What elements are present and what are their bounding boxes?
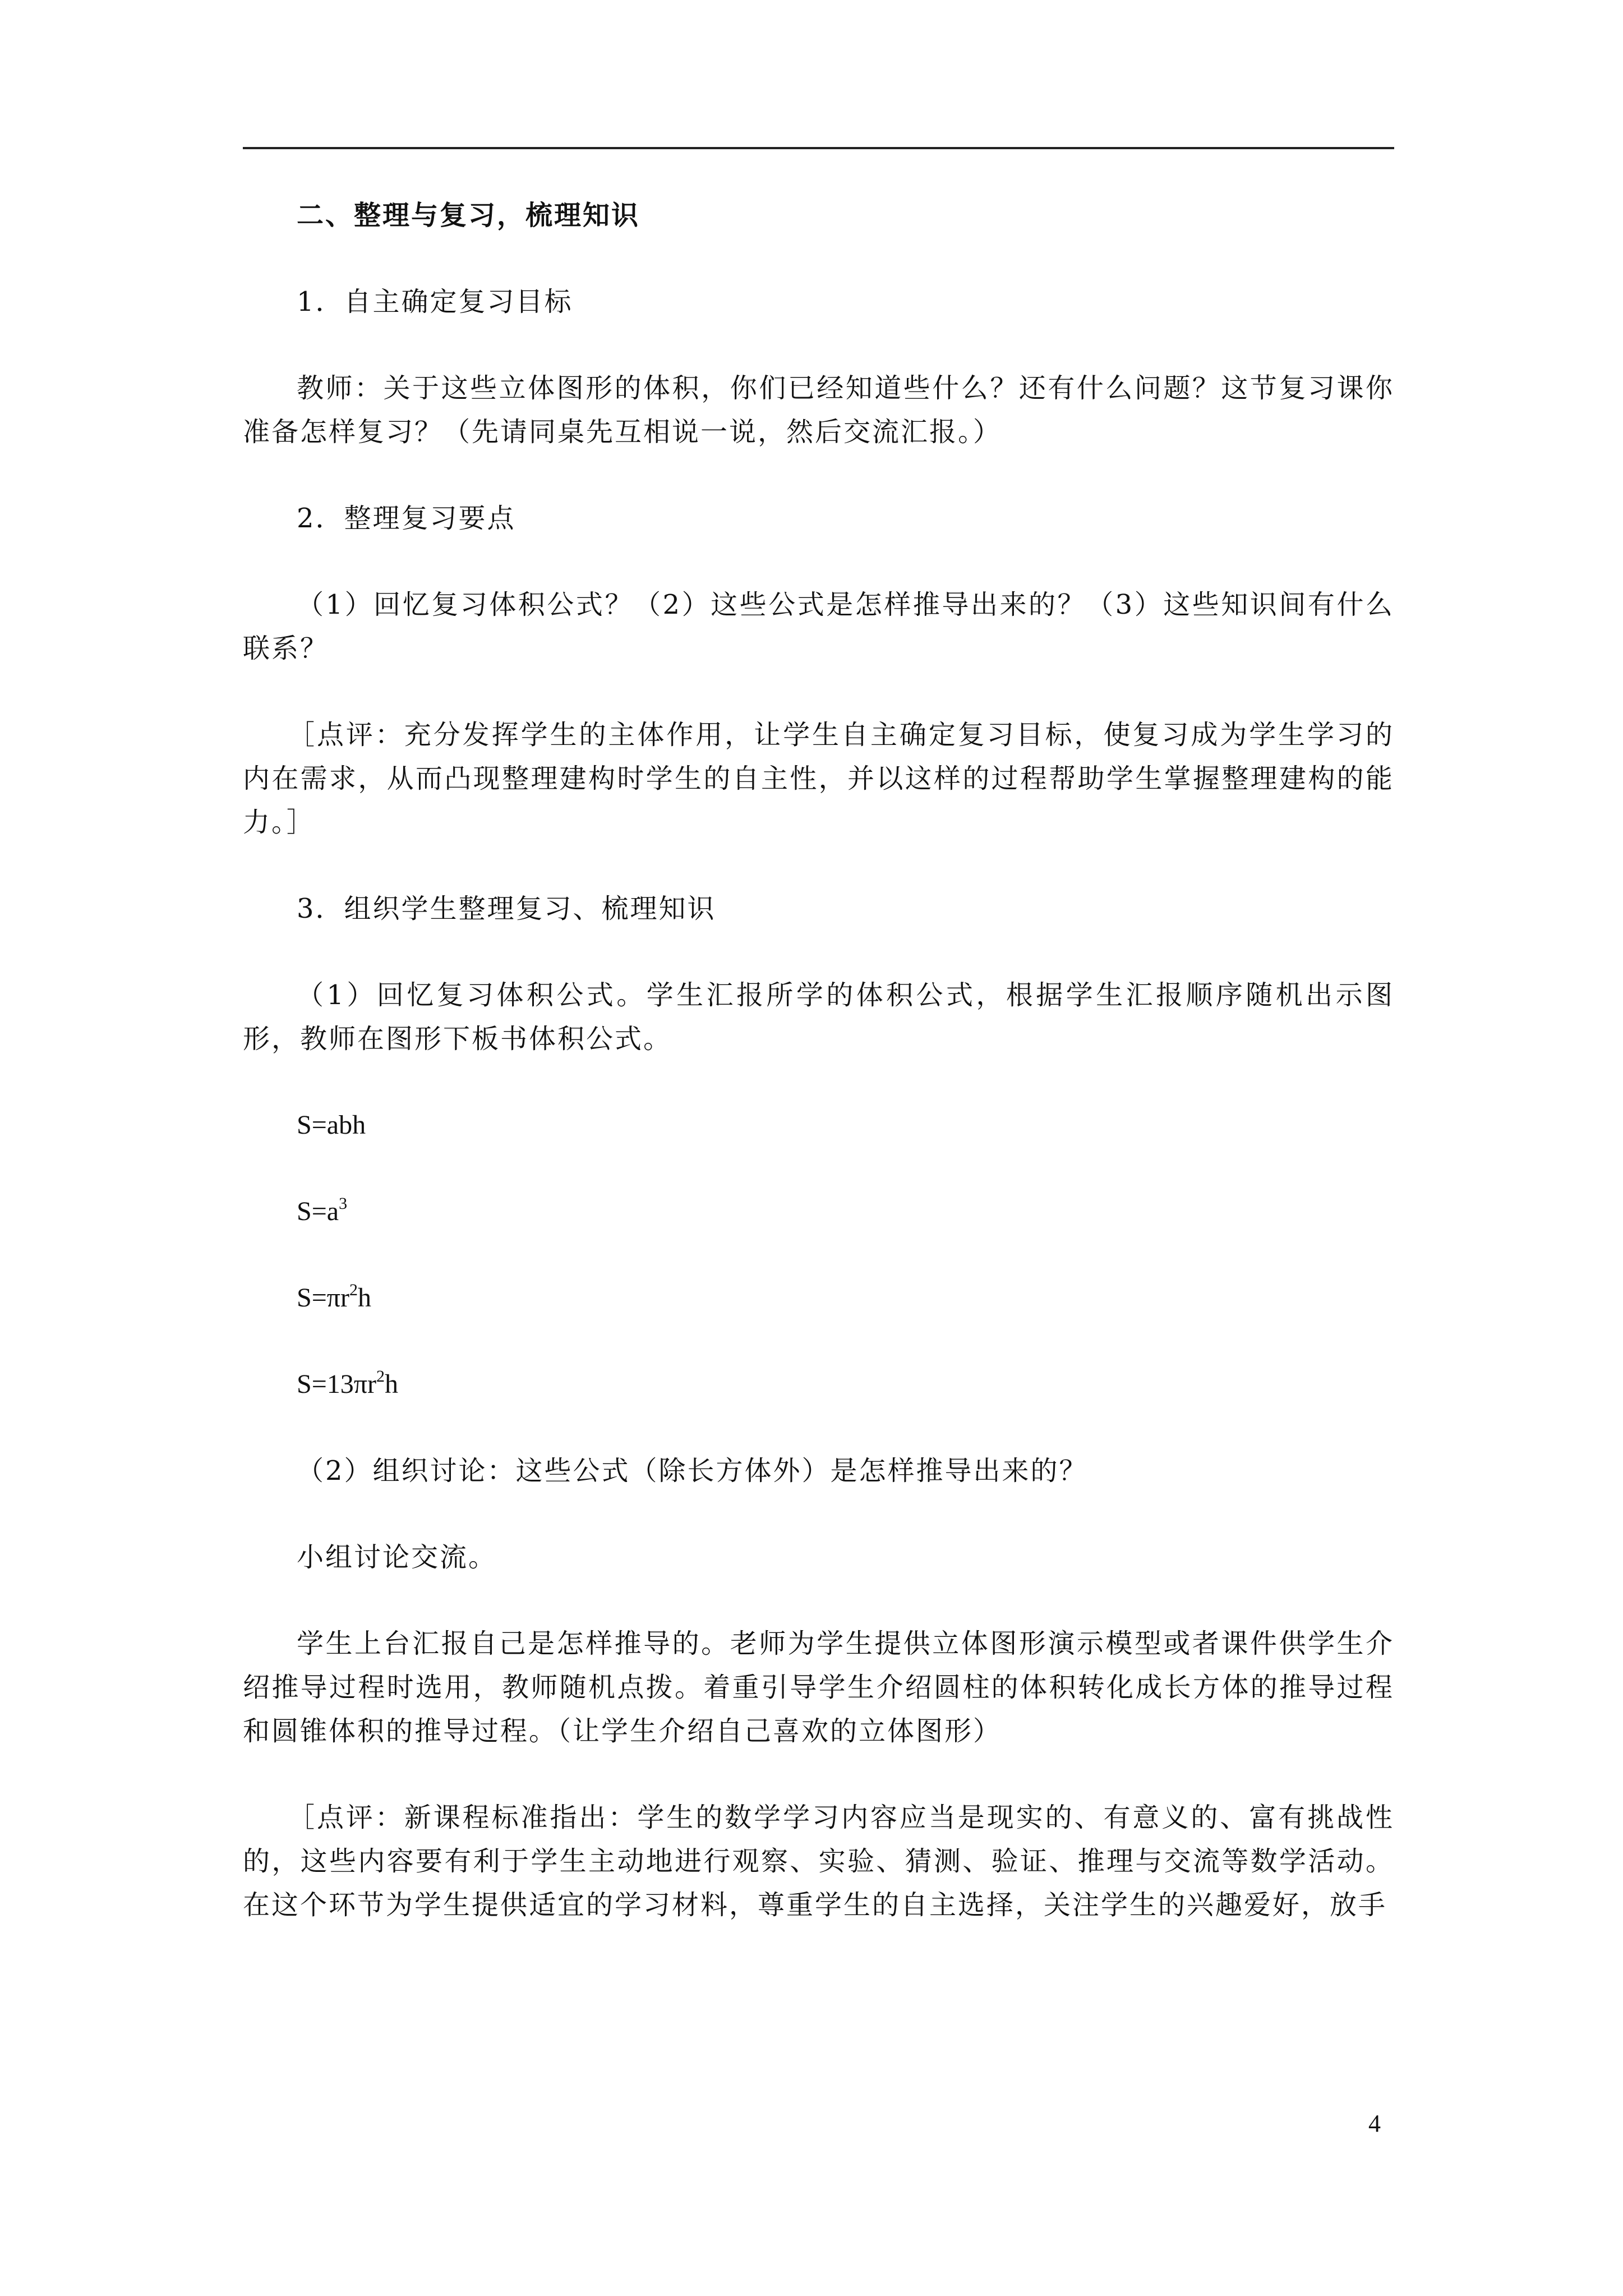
discussion-prompt: （2）组织讨论：这些公式（除长方体外）是怎样推导出来的？ <box>297 1455 1088 1487</box>
formula-cylinder <box>243 1276 1394 1320</box>
teacher-prompt: 教师：关于这些立体图形的体积，你们已经知道些什么？还有什么问题？这节复习课你准备怎样复习？（先请同桌先互相说一说，然后交流汇报。） <box>243 372 1394 448</box>
formula-cuboid <box>243 1103 1394 1147</box>
formula-cube-exponent: 3 <box>339 1194 348 1213</box>
group-exchange: 小组讨论交流。 <box>297 1542 497 1573</box>
section-title: 二、整理与复习，梳理知识 <box>297 200 640 231</box>
formula-cone-base: S=13πr <box>297 1369 376 1399</box>
formula-cone-tail: h <box>384 1369 398 1399</box>
formula-cone-exponent: 2 <box>376 1367 385 1386</box>
step2-heading: 2．整理复习要点 <box>297 503 516 534</box>
formula-cube <box>243 1190 1394 1234</box>
header-rule <box>243 147 1394 149</box>
step1-heading: 1．自主确定复习目标 <box>297 286 573 318</box>
comment-1: ［点评：充分发挥学生的主体作用，让学生自主确定复习目标，使复习成为学生学习的内在需求，从而凸现整理建构时学生的自主性，并以这样的过程帮助学生掌握整理建构的能力。］ <box>243 719 1394 838</box>
comment-2: ［点评：新课程标准指出：学生的数学学习内容应当是现实的、有意义的、富有挑战性的，这些内容要有利于学生主动地进行观察、实验、猜测、验证、推理与交流等数学活动。在这个环节为学生提供适宜的学习材料，尊重学生的自主选择，关注学生的兴趣爱好，放手 <box>243 1802 1394 1921</box>
formula-cuboid-text: S=abh <box>297 1110 366 1140</box>
page-content <box>243 194 1394 1970</box>
page-number: 4 <box>1368 2110 1381 2137</box>
formula-cylinder-exponent: 2 <box>349 1281 358 1299</box>
recall-formulas: （1）回忆复习体积公式。学生汇报所学的体积公式，根据学生汇报顺序随机出示图形，教师在图形下板书体积公式。 <box>243 979 1394 1055</box>
formula-cylinder-tail: h <box>357 1283 371 1313</box>
step3-heading: 3．组织学生整理复习、梳理知识 <box>297 893 716 924</box>
formula-cylinder-base: S=πr <box>297 1283 349 1313</box>
formula-cube-base: S=a <box>297 1197 339 1226</box>
student-report: 学生上台汇报自己是怎样推导的。老师为学生提供立体图形演示模型或者课件供学生介绍推导过程时选用，教师随机点拨。着重引导学生介绍圆柱的体积转化成长方体的推导过程和圆锥体积的推导过程。（让学生介绍自己喜欢的立体图形） <box>243 1628 1394 1747</box>
review-points: （1）回忆复习体积公式？（2）这些公式是怎样推导出来的？（3）这些知识间有什么联系？ <box>243 589 1394 664</box>
formula-cone <box>243 1363 1394 1406</box>
